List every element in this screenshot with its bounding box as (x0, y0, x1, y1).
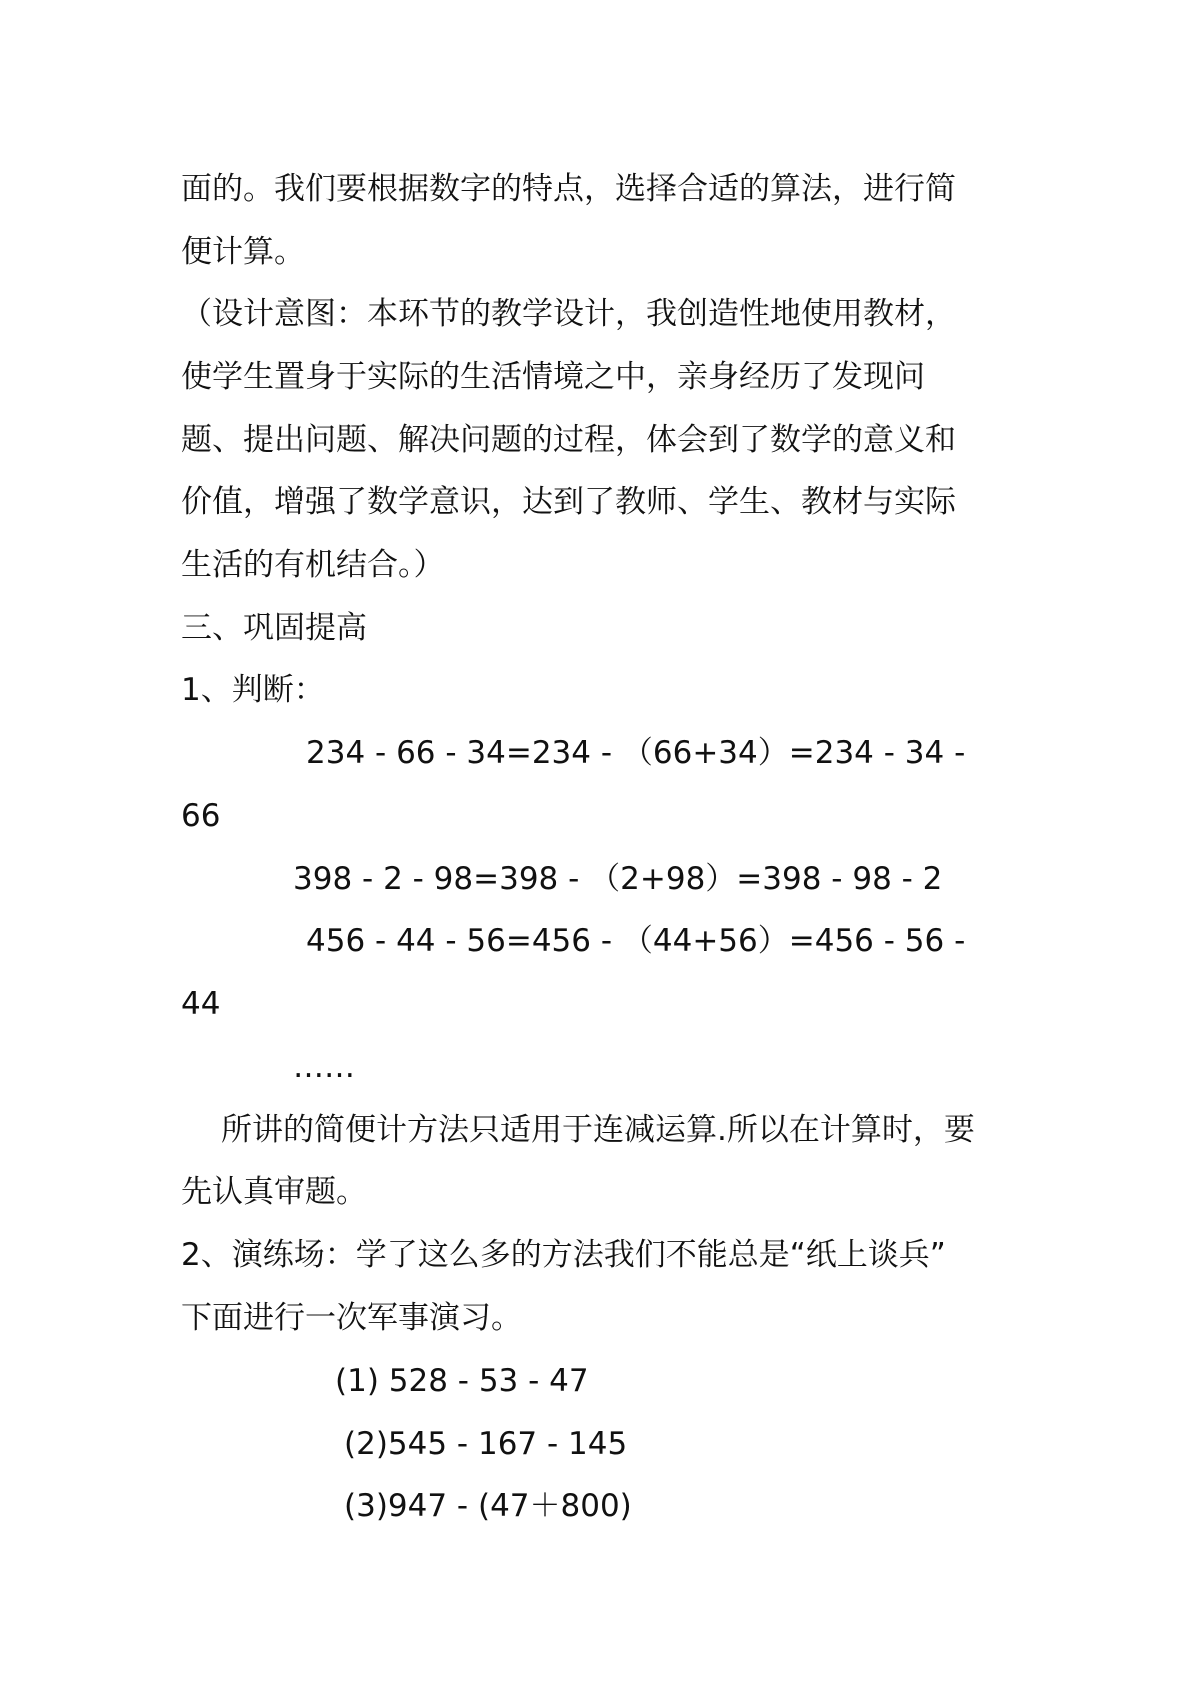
equation-continuation: 44 (181, 986, 221, 1022)
exercise-heading: 1、判断： (181, 672, 325, 708)
annotation-line: （设计意图：本环节的教学设计，我创造性地使用教材， (181, 296, 956, 332)
text-line: 先认真审题。 (181, 1174, 367, 1210)
text-line: 所讲的简便计方法只适用于连减运算.所以在计算时，要 (221, 1112, 975, 1148)
ellipsis: …… (293, 1049, 355, 1085)
equation-continuation: 66 (181, 798, 221, 834)
text-line: 下面进行一次军事演习。 (181, 1300, 522, 1336)
text-line: 面的。我们要根据数字的特点，选择合适的算法，进行简 (181, 171, 956, 207)
annotation-line: 使学生置身于实际的生活情境之中，亲身经历了发现问 (181, 359, 925, 395)
practice-problem: (3)947 - (47＋800) (344, 1488, 632, 1524)
exercise-heading: 2、演练场：学了这么多的方法我们不能总是“纸上谈兵” (181, 1237, 946, 1273)
practice-problem: (1) 528 - 53 - 47 (335, 1363, 589, 1399)
equation-line: 456 - 44 - 56=456 - （44+56）=456 - 56 - (306, 923, 966, 959)
text-line: 便计算。 (181, 234, 305, 270)
annotation-line: 生活的有机结合。） (181, 547, 445, 583)
equation-line: 234 - 66 - 34=234 - （66+34）=234 - 34 - (306, 735, 966, 771)
section-heading: 三、巩固提高 (181, 610, 367, 646)
practice-problem: (2)545 - 167 - 145 (344, 1426, 628, 1462)
equation-line: 398 - 2 - 98=398 - （2+98）=398 - 98 - 2 (293, 861, 943, 897)
annotation-line: 题、提出问题、解决问题的过程，体会到了数学的意义和 (181, 422, 956, 458)
annotation-line: 价值，增强了数学意识，达到了教师、学生、教材与实际 (181, 484, 956, 520)
